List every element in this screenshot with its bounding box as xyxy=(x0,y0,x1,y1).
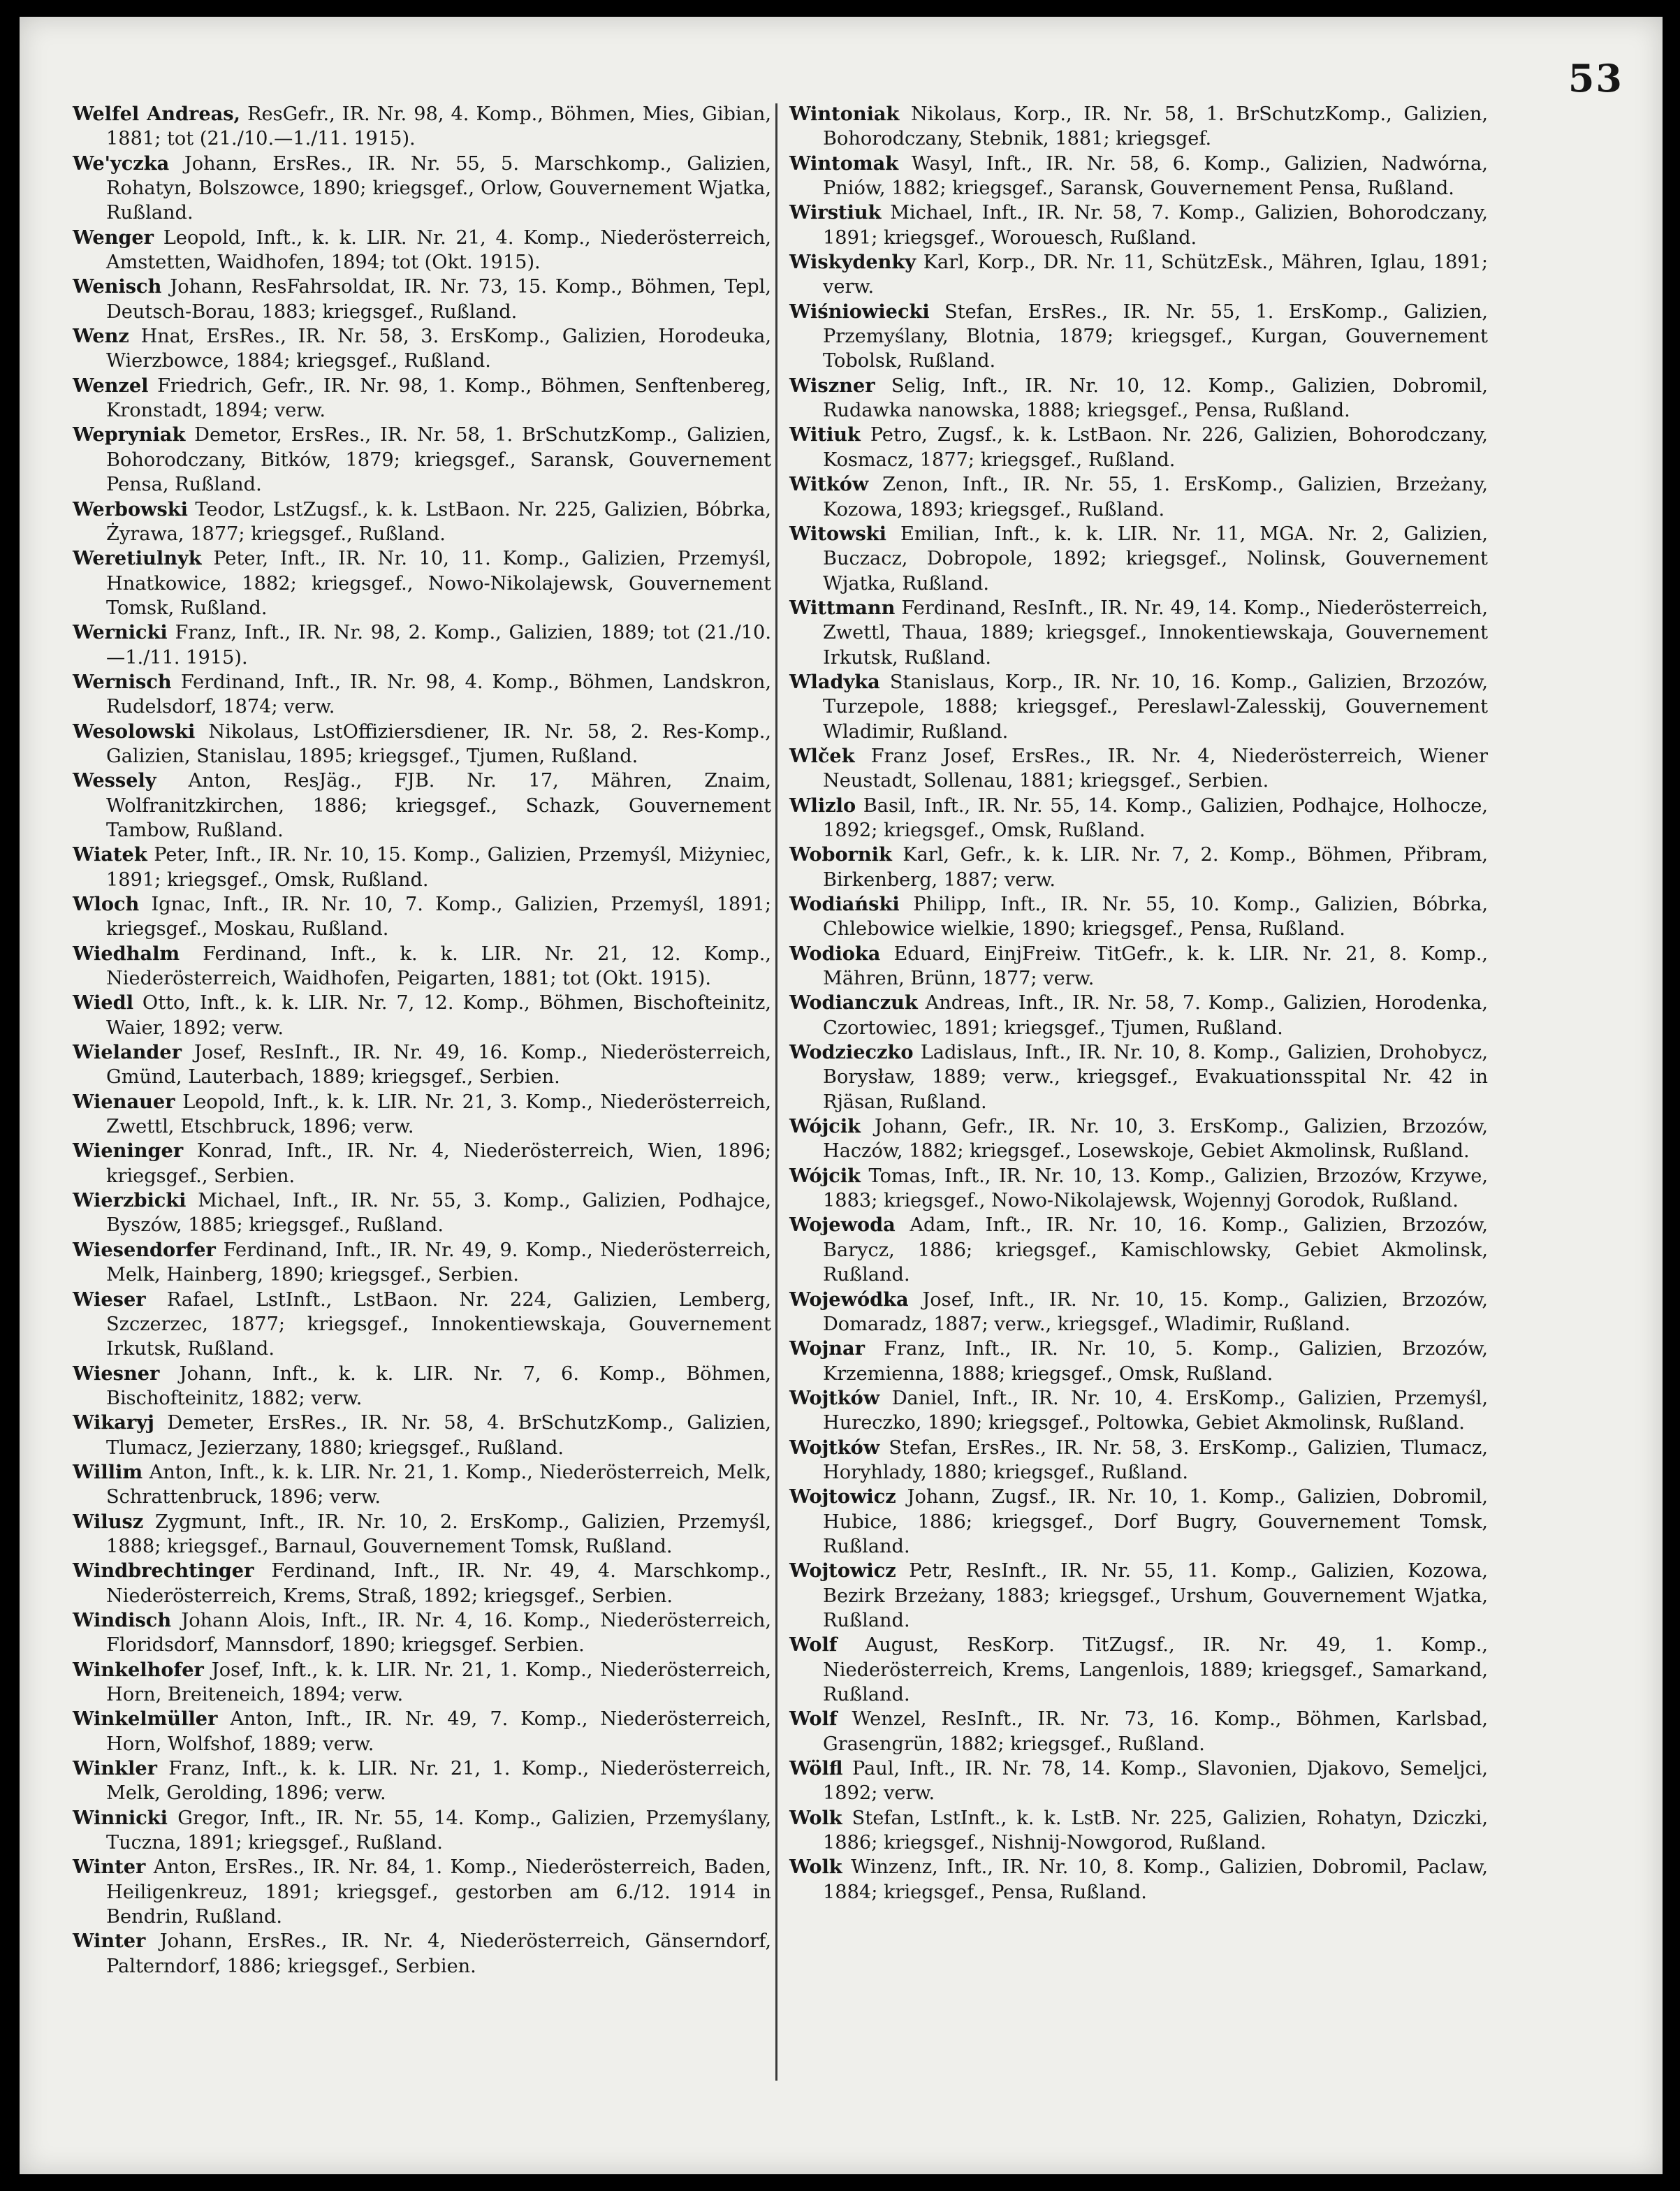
casualty-entry xyxy=(789,1633,1488,1707)
casualty-entry xyxy=(73,1707,771,1756)
entry-surname: Wepryniak xyxy=(73,423,186,446)
entry-surname: Wiesner xyxy=(73,1362,160,1385)
casualty-entry xyxy=(73,769,771,843)
casualty-entry xyxy=(73,1929,771,1979)
casualty-entry xyxy=(73,1411,771,1460)
casualty-entry xyxy=(73,546,771,620)
casualty-entry xyxy=(789,1707,1488,1756)
entry-details: Petro, Zugsf., k. k. LstBaon. Nr. 226, Galizien, Bohorodczany, Kosmacz, 1877; kriegsgef., Rußland. xyxy=(823,424,1488,471)
entry-surname: Werbowski xyxy=(73,497,188,521)
casualty-entry xyxy=(73,942,771,991)
casualty-entry xyxy=(789,1756,1488,1806)
entry-details: Peter, Inft., IR. Nr. 10, 11. Komp., Galizien, Przemyśl, Hnatkowice, 1882; kriegsgef., Nowo-Nikolajewsk, Gouvernement Tomsk, Rußland. xyxy=(106,548,771,619)
entry-surname: Wojtowicz xyxy=(789,1559,896,1582)
casualty-entry xyxy=(73,102,771,152)
entry-surname: Wodiański xyxy=(789,893,900,915)
entry-details: Johann, ErsRes., IR. Nr. 4, Niederösterreich, Gänserndorf, Palterndorf, 1886; kriegsgef., Serbien. xyxy=(106,1930,771,1977)
casualty-entry xyxy=(789,1855,1488,1905)
entry-surname: Wiskydenky xyxy=(789,251,916,274)
entry-details: Winzenz, Inft., IR. Nr. 10, 8. Komp., Galizien, Dobromil, Paclaw, 1884; kriegsgef., Pensa, Rußland. xyxy=(823,1856,1488,1903)
entry-surname: Wiedhalm xyxy=(73,942,180,965)
entry-details: Stefan, ErsRes., IR. Nr. 55, 1. ErsKomp., Galizien, Przemyślany, Blotnia, 1879; kriegsgef., Kurgan, Gouvernement Tobolsk, Rußland. xyxy=(823,300,1488,372)
casualty-entry xyxy=(73,670,771,720)
entry-surname: We'yczka xyxy=(73,152,170,175)
entry-surname: Wiedl xyxy=(73,991,134,1014)
entry-surname: Wójcik xyxy=(789,1115,861,1138)
entry-surname: Wlček xyxy=(789,744,855,767)
casualty-entry xyxy=(789,794,1488,843)
entry-details: Gregor, Inft., IR. Nr. 55, 14. Komp., Galizien, Przemyślany, Tucznа, 1891; kriegsgef., Rußland. xyxy=(106,1807,771,1854)
entry-surname: Wikaryj xyxy=(73,1411,154,1434)
entry-surname: Wolf xyxy=(789,1633,838,1657)
entry-details: Daniel, Inft., IR. Nr. 10, 4. ErsKomp., Galizien, Przemyśl, Hureczko, 1890; kriegsgef., Poltowka, Gebiet Akmolinsk, Rußland. xyxy=(823,1387,1488,1434)
entry-surname: Wladyka xyxy=(789,670,880,693)
entry-surname: Windbrechtinger xyxy=(73,1559,254,1582)
entry-details: Leopold, Inft., k. k. LIR. Nr. 21, 4. Komp., Niederösterreich, Amstetten, Waidhofen, 1894; tot (Okt. 1915). xyxy=(106,226,771,274)
entry-details: August, ResKorp. TitZugsf., IR. Nr. 49, 1. Komp., Niederösterreich, Krems, Langenlois, 1889; kriegsgef., Samarkand, Rußland. xyxy=(823,1634,1488,1705)
entry-details: Ferdinand, ResInft., IR. Nr. 49, 14. Komp., Niederösterreich, Zwettl, Thaua, 1889; kriegsgef., Innokentiewskaja, Gouvernement Irkutsk, Rußland. xyxy=(823,597,1488,669)
entry-surname: Wodianczuk xyxy=(789,991,918,1014)
entry-details: Andreas, Inft., IR. Nr. 58, 7. Komp., Galizien, Horodenka, Czortowiec, 1891; kriegsgef., Tjumen, Rußland. xyxy=(823,992,1488,1039)
casualty-entry xyxy=(789,1213,1488,1287)
casualty-entry xyxy=(73,1806,771,1856)
entry-surname: Wilusz xyxy=(73,1510,144,1533)
entry-details: Johann, Gefr., IR. Nr. 10, 3. ErsKomp., Galizien, Brzozów, Haczów, 1882; kriegsgef., Losewskoje, Gebiet Akmolinsk, Rußland. xyxy=(823,1116,1488,1163)
casualty-entry xyxy=(73,152,771,226)
entry-surname: Wolf xyxy=(789,1708,838,1731)
casualty-entry xyxy=(789,1806,1488,1856)
entry-details: Leopold, Inft., k. k. LIR. Nr. 21, 3. Komp., Niederösterreich, Zwettl, Etschbruck, 1896; verw. xyxy=(106,1091,771,1138)
entry-surname: Wolk xyxy=(789,1806,842,1829)
entry-surname: Wojewódka xyxy=(789,1288,909,1311)
entry-surname: Winkelhofer xyxy=(73,1658,204,1681)
casualty-entry xyxy=(73,991,771,1040)
casualty-entry xyxy=(73,1559,771,1608)
casualty-entry xyxy=(789,843,1488,892)
casualty-entry xyxy=(73,843,771,892)
entry-details: Otto, Inft., k. k. LIR. Nr. 7, 12. Komp., Böhmen, Bischofteinitz, Waier, 1892; verw. xyxy=(106,992,771,1039)
entry-details: Paul, Inft., IR. Nr. 78, 14. Komp., Slavonien, Djakovo, Semeljci, 1892; verw. xyxy=(823,1758,1488,1805)
entry-details: Ignac, Inft., IR. Nr. 10, 7. Komp., Galizien, Przemyśl, 1891; kriegsgef., Moskau, Rußland. xyxy=(106,894,771,940)
entry-surname: Wernicki xyxy=(73,621,168,644)
casualty-entry xyxy=(73,423,771,497)
entry-details: Ferdinand, Inft., IR. Nr. 49, 9. Komp., Niederösterreich, Melk, Hainberg, 1890; kriegsgef., Serbien. xyxy=(106,1239,771,1286)
casualty-entry xyxy=(73,1139,771,1188)
entry-details: Ladislaus, Inft., IR. Nr. 10, 8. Komp., Galizien, Drohobycz, Borysław, 1889; verw., kriegsgef., Evakuationsspital Nr. 42 in Rjäsan, Rußland. xyxy=(823,1042,1488,1113)
entry-details: Hnat, ErsRes., IR. Nr. 58, 3. ErsKomp., Galizien, Horodeuka, Wierzbowce, 1884; kriegsgef., Rußland. xyxy=(106,326,771,372)
casualty-entry xyxy=(789,1164,1488,1214)
entry-details: Philipp, Inft., IR. Nr. 55, 10. Komp., Galizien, Bóbrka, Chlebowice wielkie, 1890; kriegsgef., Pensa, Rußland. xyxy=(823,894,1488,940)
entry-details: ResGefr., IR. Nr. 98, 4. Komp., Böhmen, Mies, Gibian, 1881; tot (21./10.—1./11. 1915). xyxy=(106,103,771,150)
entry-details: Wenzel, ResInft., IR. Nr. 73, 16. Komp., Böhmen, Karlsbad, Grasengrün, 1882; kriegsgef., Rußland. xyxy=(823,1708,1488,1755)
entry-surname: Windisch xyxy=(73,1608,172,1631)
entry-surname: Wojnar xyxy=(789,1337,865,1360)
entry-details: Nikolaus, Korp., IR. Nr. 58, 1. BrSchutzKomp., Galizien, Bohorodczany, Stebnik, 1881; kriegsgef. xyxy=(823,103,1488,150)
entry-details: Franz, Inft., k. k. LIR. Nr. 21, 1. Komp., Niederösterreich, Melk, Gerolding, 1896; verw. xyxy=(106,1758,771,1805)
casualty-entry xyxy=(73,1362,771,1411)
casualty-entry xyxy=(73,374,771,423)
entry-details: Michael, Inft., IR. Nr. 55, 3. Komp., Galizien, Podhajce, Byszów, 1885; kriegsgef., Rußland. xyxy=(106,1190,771,1237)
entry-surname: Wölfl xyxy=(789,1757,843,1780)
entry-surname: Willim xyxy=(73,1460,143,1483)
casualty-entry xyxy=(789,300,1488,374)
entry-details: Johann, ErsRes., IR. Nr. 55, 5. Marschkomp., Galizien, Rohatyn, Bolszowce, 1890; kriegsgef., Orlow, Gouvernement Wjatka, Rußland. xyxy=(106,152,771,224)
casualty-entry xyxy=(73,1460,771,1510)
casualty-entry xyxy=(73,1090,771,1140)
entry-details: Ferdinand, Inft., k. k. LIR. Nr. 21, 12. Komp., Niederösterreich, Waidhofen, Peigarten, 1881; tot (Okt. 1915). xyxy=(106,942,771,990)
casualty-entry xyxy=(789,1485,1488,1559)
entry-surname: Wojtków xyxy=(789,1436,880,1459)
casualty-entry xyxy=(73,1188,771,1238)
entry-surname: Wenz xyxy=(73,325,129,348)
entry-surname: Wobornik xyxy=(789,843,892,866)
entry-details: Josef, Inft., k. k. LIR. Nr. 21, 1. Komp., Niederösterreich, Horn, Breiteneich, 1894; verw. xyxy=(106,1659,771,1705)
entry-surname: Wenisch xyxy=(73,275,162,298)
entry-details: Franz Josef, ErsRes., IR. Nr. 4, Niederösterreich, Wiener Neustadt, Sollenau, 1881; kriegsgef., Serbien. xyxy=(823,745,1488,792)
entry-details: Wasyl, Inft., IR. Nr. 58, 6. Komp., Galizien, Nadwórna, Pniów, 1882; kriegsgef., Saransk, Gouvernement Pensa, Rußland. xyxy=(823,152,1488,200)
casualty-entry xyxy=(789,1337,1488,1386)
entry-details: Stanislaus, Korp., IR. Nr. 10, 16. Komp., Galizien, Brzozów, Turzepole, 1888; kriegsgef., Pereslawl-Zalesskij, Gouvernement Wladimir, Rußland. xyxy=(823,671,1488,743)
entry-surname: Wiszner xyxy=(789,374,875,397)
entry-details: Ferdinand, Inft., IR. Nr. 49, 4. Marschkomp., Niederösterreich, Krems, Straß, 1892; kriegsgef., Serbien. xyxy=(106,1560,771,1607)
document-page xyxy=(20,17,1663,2174)
entry-details: Franz, Inft., IR. Nr. 10, 5. Komp., Galizien, Brzozów, Krzemienna, 1888; kriegsgef., Omsk, Rußland. xyxy=(823,1338,1488,1385)
casualty-entry xyxy=(73,1238,771,1288)
casualty-entry xyxy=(789,1114,1488,1164)
entry-details: Anton, ResJäg., FJB. Nr. 17, Mähren, Znaim, Wolfranitzkirchen, 1886; kriegsgef., Schazk, Gouvernement Tambow, Rußland. xyxy=(106,770,771,841)
entry-details: Zygmunt, Inft., IR. Nr. 10, 2. ErsKomp., Galizien, Przemyśl, 1888; kriegsgef., Barnaul, Gouvernement Tomsk, Rußland. xyxy=(106,1511,771,1557)
entry-details: Demeter, ErsRes., IR. Nr. 58, 4. BrSchutzKomp., Galizien, Tlumacz, Jezierzany, 1880; kriegsgef., Rußland. xyxy=(106,1412,771,1459)
entry-surname: Wieninger xyxy=(73,1140,184,1163)
entry-details: Zenon, Inft., IR. Nr. 55, 1. ErsKomp., Galizien, Brzeżany, Kozowa, 1893; kriegsgef., Rußland. xyxy=(823,474,1488,521)
entry-details: Anton, Inft., k. k. LIR. Nr. 21, 1. Komp., Niederösterreich, Melk, Schrattenbruck, 1896; verw. xyxy=(106,1461,771,1508)
entry-surname: Welfel Andreas, xyxy=(73,103,241,125)
entry-surname: Wesolowski xyxy=(73,720,196,743)
entry-surname: Winter xyxy=(73,1930,146,1953)
casualty-entry xyxy=(789,1288,1488,1337)
entry-details: Petr, ResInft., IR. Nr. 55, 11. Komp., Galizien, Kozowa, Bezirk Brzeżany, 1883; kriegsgef., Urshum, Gouvernement Wjatka, Rußland. xyxy=(823,1560,1488,1631)
entry-surname: Wenzel xyxy=(73,374,149,397)
casualty-entry xyxy=(789,102,1488,152)
casualty-entry xyxy=(789,744,1488,794)
entry-details: Peter, Inft., IR. Nr. 10, 15. Komp., Galizien, Przemyśl, Miżyniec, 1891; kriegsgef., Omsk, Rußland. xyxy=(106,844,771,891)
casualty-entry xyxy=(73,1510,771,1559)
entry-details: Stefan, LstInft., k. k. LstB. Nr. 225, Galizien, Rohatyn, Dziczki, 1886; kriegsgef., Nishnij-Nowgorod, Rußland. xyxy=(823,1807,1488,1854)
casualty-entry xyxy=(73,275,771,324)
casualty-entry xyxy=(789,1040,1488,1114)
casualty-entry xyxy=(789,670,1488,744)
entry-details: Josef, ResInft., IR. Nr. 49, 16. Komp., Niederösterreich, Gmünd, Lauterbach, 1889; kriegsgef., Serbien. xyxy=(106,1042,771,1089)
casualty-entry xyxy=(73,1855,771,1929)
entry-surname: Wintomak xyxy=(789,152,899,175)
entry-surname: Wojtowicz xyxy=(789,1485,896,1508)
casualty-entry xyxy=(789,1559,1488,1633)
entry-details: Teodor, LstZugsf., k. k. LstBaon. Nr. 225, Galizien, Bóbrka, Żyrawa, 1877; kriegsgef., Rußland. xyxy=(106,498,771,545)
entry-details: Karl, Korp., DR. Nr. 11, SchützEsk., Mähren, Iglau, 1891; verw. xyxy=(823,252,1488,298)
casualty-entry xyxy=(789,152,1488,201)
entry-surname: Winkler xyxy=(73,1757,157,1780)
column-divider xyxy=(775,103,777,2081)
entry-surname: Wloch xyxy=(73,893,140,915)
entry-surname: Wenger xyxy=(73,226,154,249)
casualty-entry xyxy=(789,423,1488,472)
entry-surname: Wessely xyxy=(73,769,156,792)
casualty-entry xyxy=(789,942,1488,991)
entry-details: Basil, Inft., IR. Nr. 55, 14. Komp., Galizien, Podhajce, Holhocze, 1892; kriegsgef., Omsk, Rußland. xyxy=(823,794,1488,841)
entry-details: Karl, Gefr., k. k. LIR. Nr. 7, 2. Komp., Böhmen, Přibram, Birkenberg, 1887; verw. xyxy=(823,844,1488,891)
entry-details: Johann, Inft., k. k. LIR. Nr. 7, 6. Komp., Böhmen, Bischofteinitz, 1882; verw. xyxy=(106,1362,771,1409)
entry-details: Michael, Inft., IR. Nr. 58, 7. Komp., Galizien, Bohorodczany, 1891; kriegsgef., Worouesch, Rußland. xyxy=(823,202,1488,249)
entry-details: Adam, Inft., IR. Nr. 10, 16. Komp., Galizien, Brzozów, Barycz, 1886; kriegsgef., Kamischlowsky, Gebiet Akmolinsk, Rußland. xyxy=(823,1214,1488,1286)
entry-details: Johann, Zugsf., IR. Nr. 10, 1. Komp., Galizien, Dobromil, Hubice, 1886; kriegsgef., Dorf Bugry, Gouvernement Tomsk, Rußland. xyxy=(823,1486,1488,1557)
entry-details: Konrad, Inft., IR. Nr. 4, Niederösterreich, Wien, 1896; kriegsgef., Serbien. xyxy=(106,1140,771,1187)
casualty-entry xyxy=(789,374,1488,423)
entry-details: Anton, Inft., IR. Nr. 49, 7. Komp., Niederösterreich, Horn, Wolfshof, 1889; verw. xyxy=(106,1708,771,1755)
entry-details: Nikolaus, LstOffiziersdiener, IR. Nr. 58, 2. Res-Komp., Galizien, Stanislau, 1895; kriegsgef., Tjumen, Rußland. xyxy=(106,720,771,767)
casualty-entry xyxy=(73,497,771,547)
entry-details: Tomas, Inft., IR. Nr. 10, 13. Komp., Galizien, Brzozów, Krzywe, 1883; kriegsgef., Nowo-Nikolajewsk, Wojennyj Gorodok, Rußland. xyxy=(823,1165,1488,1212)
entry-surname: Wienauer xyxy=(73,1090,175,1113)
entry-surname: Winter xyxy=(73,1856,146,1879)
entry-surname: Wójcik xyxy=(789,1164,861,1187)
entry-surname: Wiatek xyxy=(73,843,147,866)
entry-surname: Wiesendorfer xyxy=(73,1238,216,1261)
entry-surname: Wirstiuk xyxy=(789,201,882,224)
entry-surname: Wiśniowiecki xyxy=(789,300,930,323)
entry-surname: Winkelmüller xyxy=(73,1708,218,1731)
entry-details: Demetor, ErsRes., IR. Nr. 58, 1. BrSchutzKomp., Galizien, Bohorodczany, Bitków, 1879; kriegsgef., Saransk, Gouvernement Pensa, Rußland. xyxy=(106,424,771,496)
page-number: 53 xyxy=(1568,56,1623,101)
casualty-entry xyxy=(789,892,1488,942)
casualty-entry xyxy=(73,1608,771,1658)
casualty-entry xyxy=(73,324,771,374)
left-column xyxy=(73,102,771,1979)
casualty-entry xyxy=(789,201,1488,250)
entry-surname: Witowski xyxy=(789,522,886,545)
entry-details: Johann Alois, Inft., IR. Nr. 4, 16. Komp., Niederösterreich, Floridsdorf, Mannsdorf, 1890; kriegsgef. Serbien. xyxy=(106,1609,771,1657)
entry-surname: Wielander xyxy=(73,1041,182,1064)
entry-details: Anton, ErsRes., IR. Nr. 84, 1. Komp., Niederösterreich, Baden, Heiligenkreuz, 1891; kriegsgef., gestorben am 6./12. 1914 in Bendrin, Rußland. xyxy=(106,1856,771,1928)
entry-details: Josef, Inft., IR. Nr. 10, 15. Komp., Galizien, Brzozów, Domaradz, 1887; verw., kriegsgef., Wladimir, Rußland. xyxy=(823,1288,1488,1335)
entry-surname: Wernisch xyxy=(73,670,172,693)
entry-details: Eduard, EinjFreiw. TitGefr., k. k. LIR. Nr. 21, 8. Komp., Mähren, Brünn, 1877; verw. xyxy=(823,942,1488,990)
casualty-entry xyxy=(73,226,771,275)
entry-details: Rafael, LstInft., LstBaon. Nr. 224, Galizien, Lemberg, Szczerzec, 1877; kriegsgef., Innokentiewskaja, Gouvernement Irkutsk, Rußland. xyxy=(106,1288,771,1360)
casualty-entry xyxy=(73,1658,771,1708)
entry-surname: Wodioka xyxy=(789,942,881,965)
entry-surname: Wittmann xyxy=(789,596,896,619)
entry-details: Ferdinand, Inft., IR. Nr. 98, 4. Komp., Böhmen, Landskron, Rudelsdorf, 1874; verw. xyxy=(106,671,771,718)
casualty-entry xyxy=(73,1040,771,1090)
entry-details: Emilian, Inft., k. k. LIR. Nr. 11, MGA. Nr. 2, Galizien, Buczacz, Dobropole, 1892; kriegsgef., Nolinsk, Gouvernement Wjatka, Rußland. xyxy=(823,523,1488,595)
casualty-entry xyxy=(789,991,1488,1040)
entry-surname: Witków xyxy=(789,473,869,496)
right-column xyxy=(789,102,1488,1905)
entry-details: Stefan, ErsRes., IR. Nr. 58, 3. ErsKomp., Galizien, Tlumacz, Horyhlady, 1880; kriegsgef., Rußland. xyxy=(823,1436,1488,1483)
casualty-entry xyxy=(73,1288,771,1362)
casualty-entry xyxy=(789,472,1488,522)
casualty-entry xyxy=(789,596,1488,670)
entry-details: Johann, ResFahrsoldat, IR. Nr. 73, 15. Komp., Böhmen, Tepl, Deutsch-Borau, 1883; kriegsgef., Rußland. xyxy=(106,276,771,323)
entry-details: Selig, Inft., IR. Nr. 10, 12. Komp., Galizien, Dobromil, Rudawka nanowska, 1888; kriegsgef., Pensa, Rußland. xyxy=(823,374,1488,422)
casualty-entry xyxy=(73,720,771,769)
casualty-entry xyxy=(73,1756,771,1806)
entry-surname: Wintoniak xyxy=(789,103,900,125)
entry-surname: Wodzieczko xyxy=(789,1041,914,1064)
entry-details: Franz, Inft., IR. Nr. 98, 2. Komp., Galizien, 1889; tot (21./10.—1./11. 1915). xyxy=(106,622,771,669)
casualty-entry xyxy=(73,620,771,670)
entry-surname: Weretiulnyk xyxy=(73,547,202,570)
casualty-entry xyxy=(789,250,1488,300)
entry-surname: Wojtków xyxy=(789,1386,880,1409)
casualty-entry xyxy=(789,1436,1488,1485)
entry-surname: Wieser xyxy=(73,1288,146,1311)
entry-surname: Wierzbicki xyxy=(73,1189,187,1212)
entry-surname: Wojewoda xyxy=(789,1214,896,1237)
casualty-entry xyxy=(73,892,771,942)
casualty-entry xyxy=(789,522,1488,596)
casualty-entry xyxy=(789,1386,1488,1436)
entry-surname: Witiuk xyxy=(789,423,861,446)
entry-surname: Wolk xyxy=(789,1856,842,1879)
entry-surname: Winnicki xyxy=(73,1806,168,1829)
entry-surname: Wlizlo xyxy=(789,794,856,817)
entry-details: Friedrich, Gefr., IR. Nr. 98, 1. Komp., Böhmen, Senftenbereg, Kronstadt, 1894; verw. xyxy=(106,374,771,422)
